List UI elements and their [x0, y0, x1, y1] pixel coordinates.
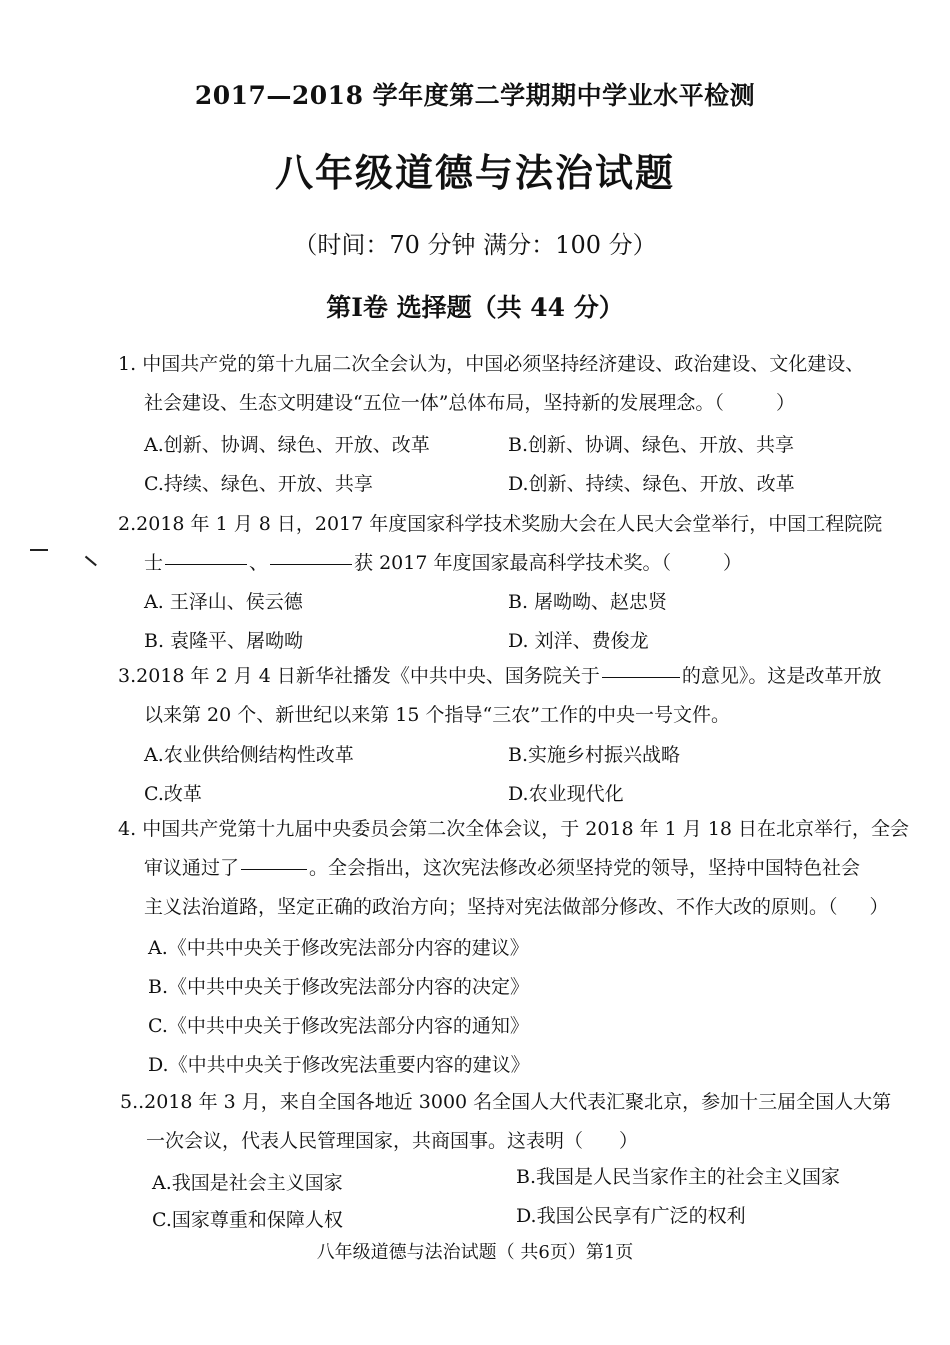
option-d: D.我国公民享有广泛的权利 [516, 1205, 746, 1227]
question-text: 中国共产党第十九届中央委员会第二次全体会议，于 2018 年 1 月 18 日在北京举行，全会 [142, 818, 910, 840]
option-a: A.《中共中央关于修改宪法部分内容的建议》 [148, 937, 529, 959]
question-text: 中国共产党的第十九届二次全会认为，中国必须坚持经济建设、政治建设、文化建设、 [142, 353, 865, 375]
question-3 [118, 657, 898, 735]
question-5 [120, 1083, 900, 1161]
option-b: B.创新、协调、绿色、开放、共享 [508, 434, 795, 456]
question-text: 2018 年 3 月，来自全国各地近 3000 名全国人大代表汇聚北京，参加十三届全国人大第 [144, 1091, 892, 1113]
question-text: 一次会议，代表人民管理国家，共商国事。这表明（ [146, 1130, 584, 1152]
option-d: D.农业现代化 [508, 783, 624, 805]
option-c: C.持续、绿色、开放、共享 [144, 473, 373, 495]
option-b: B. 屠呦呦、赵忠贤 [508, 591, 668, 613]
question-text: 、 [249, 552, 269, 574]
answer-blank [165, 563, 247, 565]
option-d: D. 刘洋、费俊龙 [508, 630, 649, 652]
question-text: 士 [144, 552, 164, 574]
option-c: C.《中共中央关于修改宪法部分内容的通知》 [148, 1015, 529, 1037]
question-text: 社会建设、生态文明建设“五位一体”总体布局，坚持新的发展理念。（ [144, 392, 724, 414]
question-number: 4. [118, 818, 137, 840]
question-number: 3. [118, 665, 137, 687]
answer-paren-close: ） [722, 552, 742, 574]
question-text: 获 2017 年度国家最高科学技术奖。（ [354, 552, 671, 574]
time-info: （时间：70 分钟 满分：100 分） [293, 231, 657, 259]
option-d: D.《中共中央关于修改宪法重要内容的建议》 [148, 1054, 530, 1076]
answer-blank [602, 676, 680, 678]
question-text: 。全会指出，这次宪法修改必须坚持党的领导，坚持中国特色社会 [309, 857, 861, 879]
answer-paren-close: ） [775, 392, 795, 414]
answer-paren-close: ） [619, 1130, 639, 1152]
option-a: A.农业供给侧结构性改革 [144, 744, 354, 766]
option-b: B.实施乡村振兴战略 [508, 744, 681, 766]
question-text: 2018 年 2 月 4 日新华社播发《中共中央、国务院关于 [136, 665, 600, 687]
subject-title: 八年级道德与法治试题 [274, 150, 675, 195]
option-d: D.创新、持续、绿色、开放、改革 [508, 473, 795, 495]
exam-title: 2017—2018 学年度第二学期期中学业水平检测 [194, 81, 756, 110]
scan-mark [85, 556, 97, 566]
option-a: A.创新、协调、绿色、开放、改革 [144, 434, 430, 456]
question-2 [118, 505, 898, 583]
option-a: A.我国是社会主义国家 [152, 1172, 343, 1194]
question-4 [118, 810, 910, 927]
option-c: C.国家尊重和保障人权 [152, 1209, 343, 1231]
option-b: B.《中共中央关于修改宪法部分内容的决定》 [148, 976, 530, 998]
section-title: 第Ⅰ卷 选择题（共 44 分） [326, 293, 624, 322]
page-footer: 八年级道德与法治试题（ 共6页）第1页 [316, 1242, 634, 1263]
answer-blank [241, 868, 307, 870]
question-number: 1. [118, 353, 137, 375]
question-text: 以来第 20 个、新世纪以来第 15 个指导“三农”工作的中央一号文件。 [144, 704, 730, 726]
scan-mark [30, 549, 48, 551]
question-text: 主义法治道路，坚定正确的政治方向；坚持对宪法做部分修改、不作大改的原则。（ [144, 896, 838, 918]
answer-blank [270, 563, 352, 565]
question-number: 2. [118, 513, 137, 535]
option-c: C.改革 [144, 783, 202, 805]
question-1 [118, 345, 898, 423]
question-text: 审议通过了 [144, 857, 240, 879]
question-text: 2018 年 1 月 8 日，2017 年度国家科学技术奖励大会在人民大会堂举行，中国工程院院 [136, 513, 883, 535]
answer-paren-close: ） [869, 896, 889, 918]
question-text: 的意见》。这是改革开放 [681, 665, 882, 687]
option-c: B. 袁隆平、屠呦呦 [144, 630, 304, 652]
option-a: A. 王泽山、侯云德 [144, 591, 303, 613]
question-number: 5.. [120, 1091, 145, 1113]
option-b: B.我国是人民当家作主的社会主义国家 [516, 1166, 841, 1188]
